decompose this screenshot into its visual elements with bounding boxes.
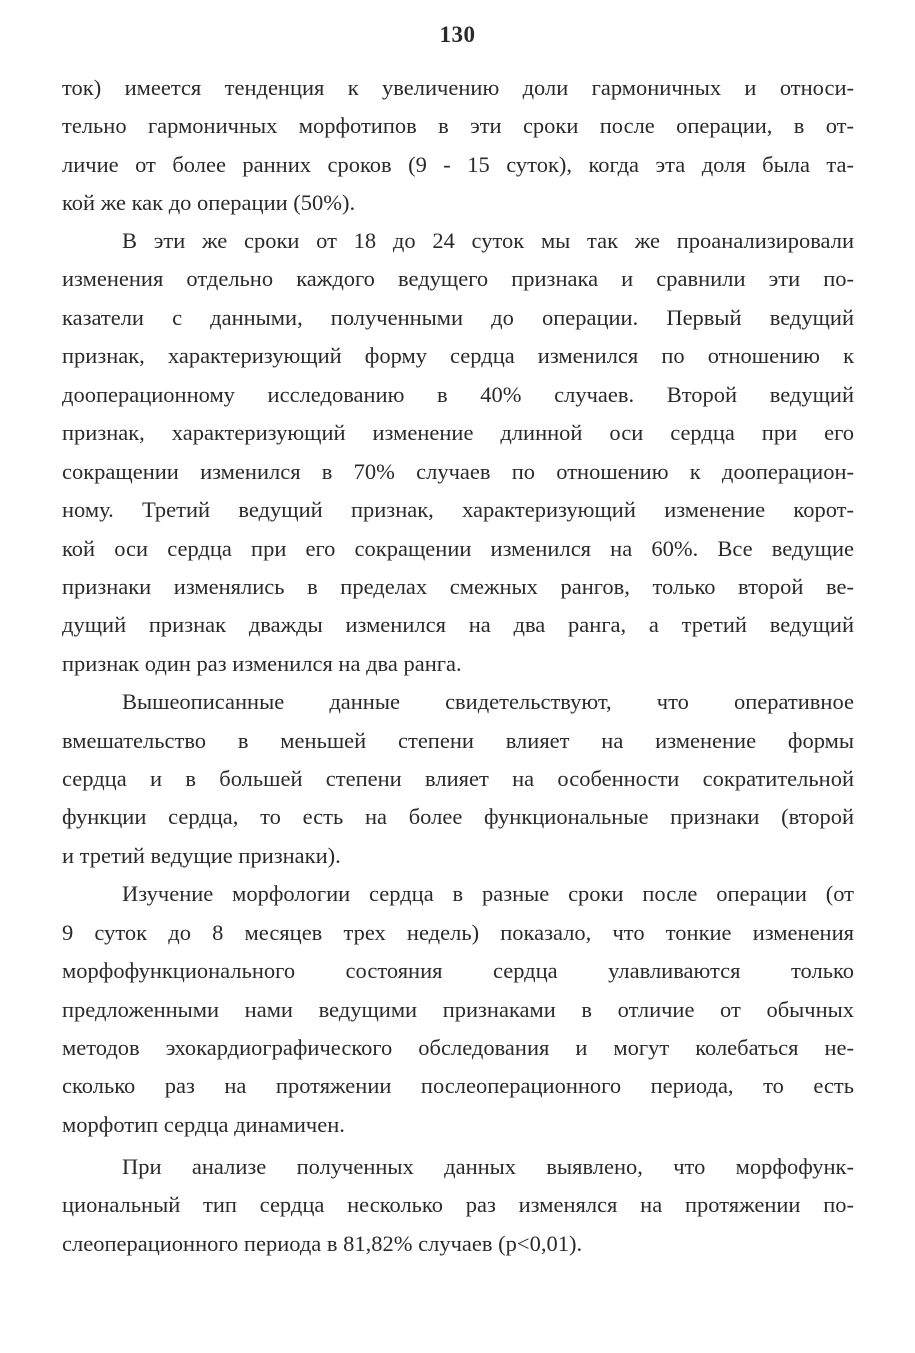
paragraph-2-line-10: признаки изменялись в пределах смежных рангов, только второй ве- xyxy=(62,574,854,599)
paragraph-2-line-12: признак один раз изменился на два ранга. xyxy=(62,651,462,676)
paragraph-5-line-1: При анализе полученных данных выявлено, что морфофунк- xyxy=(122,1154,854,1179)
paragraph-2-line-2: изменения отдельно каждого ведущего признака и сравнили эти по- xyxy=(62,266,854,291)
paragraph-3-line-1: Вышеописанные данные свидетельствуют, что оперативное xyxy=(122,689,854,714)
paragraph-3-line-3: сердца и в большей степени влияет на особенности сократительной xyxy=(62,766,854,791)
paragraph-2-line-11: дущий признак дважды изменился на два ранга, а третий ведущий xyxy=(62,612,854,637)
paragraph-4-line-1: Изучение морфологии сердца в разные сроки после операции (от xyxy=(122,881,854,906)
paragraph-3-line-5: и третий ведущие признаки). xyxy=(62,843,341,868)
paragraph-4-line-6: сколько раз на протяжении послеоперационного периода, то есть xyxy=(62,1073,854,1098)
paragraph-1-line-1: ток) имеется тенденция к увеличению доли гармоничных и относи- xyxy=(62,75,854,100)
paragraph-4-line-4: предложенными нами ведущими признаками в отличие от обычных xyxy=(62,997,854,1022)
paragraph-2-line-1: В эти же сроки от 18 до 24 суток мы так же проанализировали xyxy=(122,228,854,253)
paragraph-3-line-2: вмешательство в меньшей степени влияет на изменение формы xyxy=(62,728,854,753)
paragraph-2-line-9: кой оси сердца при его сокращении изменился на 60%. Все ведущие xyxy=(62,536,854,561)
paragraph-2-line-6: признак, характеризующий изменение длинной оси сердца при его xyxy=(62,420,854,445)
paragraph-1-line-3: личие от более ранних сроков (9 - 15 суток), когда эта доля была та- xyxy=(62,152,854,177)
paragraph-2-line-3: казатели с данными, полученными до операции. Первый ведущий xyxy=(62,305,854,330)
paragraph-2-line-5: дооперационному исследованию в 40% случаев. Второй ведущий xyxy=(62,382,854,407)
paragraph-2-line-7: сокращении изменился в 70% случаев по отношению к дооперацион- xyxy=(62,459,854,484)
paragraph-4-line-2: 9 суток до 8 месяцев трех недель) показало, что тонкие изменения xyxy=(62,920,854,945)
paragraph-1-line-2: тельно гармоничных морфотипов в эти сроки после операции, в от- xyxy=(62,113,854,138)
paragraph-2-line-4: признак, характеризующий форму сердца изменился по отношению к xyxy=(62,343,854,368)
paragraph-5-line-3: слеоперационного периода в 81,82% случаев (р<0,01). xyxy=(62,1231,583,1256)
paragraph-4-line-3: морфофункционального состояния сердца улавливаются только xyxy=(62,958,854,983)
paragraph-5-line-2: циональный тип сердца несколько раз изменялся на протяжении по- xyxy=(62,1192,854,1217)
paragraph-3-line-4: функции сердца, то есть на более функциональные признаки (второй xyxy=(62,804,854,829)
paragraph-4-line-5: методов эхокардиографического обследования и могут колебаться не- xyxy=(62,1035,854,1060)
paragraph-2-line-8: ному. Третий ведущий признак, характеризующий изменение корот- xyxy=(62,497,854,522)
paragraph-4-line-7: морфотип сердца динамичен. xyxy=(62,1112,345,1137)
page-number: 130 xyxy=(439,22,476,47)
paragraph-1-line-4: кой же как до операции (50%). xyxy=(62,190,356,215)
